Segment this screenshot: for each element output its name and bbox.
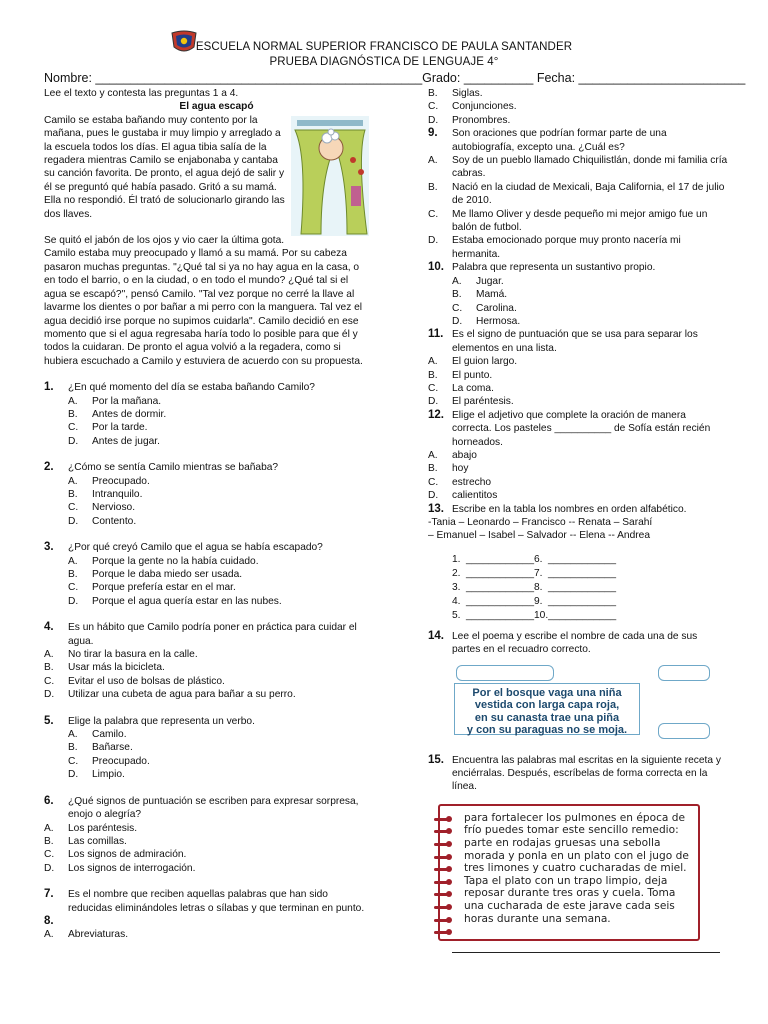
option[interactable] <box>44 768 369 781</box>
option-letter: C. <box>68 755 79 767</box>
option-letter: A. <box>452 275 462 287</box>
option-letter: A. <box>44 929 54 941</box>
option-text: Por la tarde. <box>92 422 148 434</box>
question-5 <box>44 715 369 728</box>
blank-line: ____________ <box>548 567 616 579</box>
option-text: Nervioso. <box>92 502 136 514</box>
option[interactable] <box>44 488 369 501</box>
option-text: Por la mañana. <box>92 395 162 407</box>
option-letter: C. <box>68 422 79 434</box>
option-text: Nació en la ciudad de Mexicali, Baja California, el 17 de julio de 2010. <box>452 181 725 207</box>
question-text: Es el nombre que reciben aquellas palabras que han sido reducidas eliminándoles letras o sílabas y que terminan en punto. <box>68 889 365 914</box>
table-cell[interactable] <box>534 609 616 623</box>
row-number: 10. <box>534 609 549 621</box>
option-letter: A. <box>428 155 438 167</box>
option-text: Me llamo Oliver y desde pequeño mi mejor amigo fue un balón de futbol. <box>452 208 708 234</box>
option-letter: D. <box>428 114 439 126</box>
question-7 <box>44 888 369 915</box>
option-text: Antes de jugar. <box>92 435 160 447</box>
option[interactable] <box>428 315 728 328</box>
question-number: 1. <box>44 381 54 394</box>
row-number: 6. <box>534 553 543 565</box>
option[interactable] <box>428 489 728 502</box>
table-cell[interactable] <box>452 609 534 623</box>
option[interactable] <box>44 688 369 701</box>
table-cell[interactable] <box>534 553 616 567</box>
question-8-options <box>428 87 728 127</box>
option-letter: C. <box>452 302 463 314</box>
option[interactable] <box>428 208 728 235</box>
blank-line: ____________ <box>466 595 534 607</box>
poem-line-2: vestida con larga capa roja, <box>474 699 620 712</box>
option-letter: C. <box>68 502 79 514</box>
option-text: Las comillas. <box>68 835 127 847</box>
option-text: El guion largo. <box>452 356 518 368</box>
instruction: Lee el texto y contesta las preguntas 1 a 4. <box>44 88 239 99</box>
option-letter: B. <box>428 463 438 475</box>
option[interactable] <box>44 408 369 421</box>
option[interactable] <box>428 275 728 288</box>
question-11 <box>428 328 728 355</box>
option[interactable] <box>44 555 369 568</box>
question-text: ¿Cómo se sentía Camilo mientras se bañaba? <box>68 462 279 474</box>
question-number: 7. <box>44 888 54 901</box>
option-letter: B. <box>428 369 438 381</box>
questions-left <box>44 381 369 875</box>
option-text: Evitar el uso de bolsas de plástico. <box>68 675 225 687</box>
option[interactable] <box>44 848 369 861</box>
option-text: Camilo. <box>92 729 127 741</box>
option-text: El punto. <box>452 369 493 381</box>
question-9 <box>428 127 728 154</box>
option-letter: B. <box>44 662 54 674</box>
option-letter: D. <box>68 769 79 781</box>
question-number: 2. <box>44 461 54 474</box>
blank-line: ____________ <box>548 595 616 607</box>
question-text: Palabra que representa un sustantivo propio. <box>452 262 656 274</box>
option-letter: B. <box>68 408 78 420</box>
question-text: ¿Qué signos de puntuación se escriben para expresar sorpresa, enojo o alegría? <box>68 795 359 821</box>
option-letter: D. <box>44 689 55 701</box>
blank-line: ____________ <box>548 581 616 593</box>
question-number: 5. <box>44 714 54 727</box>
option-letter: D. <box>44 862 55 874</box>
question-number: 9. <box>428 127 438 140</box>
blank-line: ____________ <box>548 609 617 621</box>
poem-line-3: en su canasta trae una piña <box>474 711 620 724</box>
option[interactable] <box>428 154 728 181</box>
option[interactable] <box>428 462 728 475</box>
table-row <box>452 595 728 609</box>
option-letter: D. <box>68 595 79 607</box>
option-text: Hermosa. <box>476 315 521 327</box>
question-text: Elige el adjetivo que complete la oración de manera correcta. Los pasteles __________ de Sofía están recién horneados. <box>452 409 711 448</box>
option[interactable] <box>428 87 728 100</box>
question-text: Lee el poema y escribe el nombre de cada una de sus partes en el recuadro correcto. <box>452 630 698 656</box>
question-text: Es un hábito que Camilo podría poner en práctica para cuidar el agua. <box>68 622 357 647</box>
option-letter: D. <box>68 435 79 447</box>
table-row <box>452 553 728 567</box>
option-text: Mamá. <box>476 289 508 301</box>
question-number: 8. <box>44 914 54 927</box>
test-title: PRUEBA DIAGNÓSTICA DE LENGUAJE 4° <box>269 56 499 68</box>
poem-diagram <box>428 663 728 747</box>
poem-line-4: y con su paraguas no se moja. <box>466 724 628 737</box>
row-number: 2. <box>452 567 461 579</box>
questions-right <box>428 127 728 502</box>
blank-line: ____________ <box>466 581 534 593</box>
recipe-notebook <box>438 804 700 941</box>
option-text: Porque prefería estar en el mar. <box>92 582 236 594</box>
table-cell[interactable] <box>534 567 616 581</box>
option[interactable] <box>44 822 369 835</box>
option-text: No tirar la basura en la calle. <box>68 649 198 661</box>
option-text: Usar más la bicicleta. <box>68 662 165 674</box>
option-text: Porque el agua quería estar en las nubes. <box>92 595 282 607</box>
option-text: abajo <box>452 449 477 461</box>
question-number: 15. <box>428 753 444 766</box>
option[interactable] <box>44 595 369 608</box>
question-text: Es el signo de puntuación que se usa para separar los elementos en una lista. <box>452 329 698 354</box>
option-letter: C. <box>428 476 439 488</box>
question-number: 13. <box>428 502 444 515</box>
option-letter: C. <box>44 849 55 861</box>
option-letter: C. <box>68 582 79 594</box>
option-letter: B. <box>452 289 462 301</box>
option-text: Porque la gente no la había cuidado. <box>92 555 259 567</box>
option[interactable] <box>44 661 369 674</box>
table-cell[interactable] <box>534 581 616 595</box>
option-text: Estaba emocionado porque muy pronto nacería mi hermanita. <box>452 235 681 260</box>
option-letter: D. <box>428 235 439 247</box>
alphabetical-table <box>452 553 728 623</box>
option[interactable] <box>44 421 369 434</box>
question-number: 10. <box>428 261 444 274</box>
option[interactable] <box>44 755 369 768</box>
row-number: 4. <box>452 595 461 607</box>
option[interactable] <box>44 435 369 448</box>
table-cell[interactable] <box>452 595 534 609</box>
question-text: Elige la palabra que representa un verbo. <box>68 715 255 727</box>
option-letter: B. <box>68 742 78 754</box>
option-text: Carolina. <box>476 302 517 314</box>
option-letter: A. <box>428 449 438 461</box>
blank-line: ____________ <box>548 553 616 565</box>
option[interactable] <box>44 581 369 594</box>
option-letter: D. <box>428 490 439 502</box>
option-letter: A. <box>428 356 438 368</box>
option-letter: C. <box>44 675 55 687</box>
blank-line: ____________ <box>466 553 534 565</box>
notebook-spiral-icon <box>434 814 456 940</box>
option-text: hoy <box>452 463 469 475</box>
names-line-2: – Emanuel – Isabel – Salvador -- Elena -- Andrea <box>428 530 650 542</box>
option-letter: B. <box>68 569 78 580</box>
option[interactable] <box>428 181 728 208</box>
option-text: La coma. <box>452 382 494 394</box>
row-number: 5. <box>452 609 461 621</box>
story-paragraph-2: Se quitó el jabón de los ojos y vio caer la última gota. Camilo estaba muy preocupado y llamó a su mamá. Por su cabeza pasaron muchas preguntas. "¿Qué tal si ya no hay agua en la casa, o en todo el barrio, o en la ciudad, o en todo el mundo? ¿Qué tal si el agua se escapó?", pensó Camilo. "Tal vez porque no cerré la llave al lavarme los dientes o por bañar a mi perro con la manguera. Tal vez el agua decidió irse porque no supimos cuidarla". Camilo decidió en ese momento que si el agua regresaba haría todo lo posible para que él y todos la cuidaran. De pronto el agua volvió a la regadera, como si hubiera escuchado a Camilo y estuviera de acuerdo con su propuesta. <box>44 235 363 367</box>
answer-box-left[interactable] <box>456 665 554 681</box>
option-letter: C. <box>428 382 439 394</box>
option-text: Preocupado. <box>92 475 150 487</box>
story-paragraph-1: Camilo se estaba bañando muy contento por la mañana, pues le gustaba ir muy limpio y arreglado a la escuela todos los días. El agua tibia salía de la regadera mientras Camilo se enjabonaba y cantaba su canción favorita. De pronto, el agua dejó de salir y él se preguntó qué había pasado. Gritó a su mamá. Ella no respondió. Él trató de solucionarlo girando las dos llaves. <box>44 114 285 220</box>
question-number: 14. <box>428 629 444 642</box>
row-number: 3. <box>452 581 461 593</box>
option-text: Preocupado. <box>92 755 150 767</box>
option-letter: B. <box>428 88 438 99</box>
option-text: calientitos <box>452 490 498 502</box>
option-letter: B. <box>44 835 54 847</box>
option-text: El paréntesis. <box>452 396 514 408</box>
option-text: Los signos de admiración. <box>68 849 187 861</box>
row-number: 7. <box>534 567 543 579</box>
table-row <box>452 581 728 595</box>
option[interactable] <box>44 835 369 848</box>
question-number: 4. <box>44 621 54 634</box>
option-text: Contento. <box>92 515 137 527</box>
option[interactable] <box>428 395 728 408</box>
option-letter: D. <box>452 315 463 327</box>
option[interactable] <box>428 449 728 462</box>
answer-box-right-top[interactable] <box>658 665 710 681</box>
option[interactable] <box>428 114 728 127</box>
option-text: Jugar. <box>476 275 504 287</box>
table-row <box>452 567 728 581</box>
right-column <box>428 87 728 953</box>
question-number: 3. <box>44 541 54 554</box>
recipe-text[interactable]: para fortalecer los pulmones en época de frío puedes tomar este sencillo remedio: parte en rodajas gruesas una sebolla morada y ponla en un plato con el jugo de tres limones y cuatro cucharadas de miel. Tapa el plato con un trapo limpio, deja reposar durante tres oras y cuela. Toma una cucharada de este jarave cada seis horas durante una semana. <box>464 811 689 925</box>
option[interactable] <box>44 568 369 581</box>
question-8 <box>44 915 369 928</box>
poem-line-1: Por el bosque vaga una niña <box>472 686 622 699</box>
option-text: Pronombres. <box>452 114 511 126</box>
option-letter: A. <box>68 555 78 567</box>
option-text: estrecho <box>452 476 492 488</box>
option[interactable] <box>44 728 369 741</box>
option[interactable] <box>44 741 369 754</box>
option-text: Limpio. <box>92 769 125 781</box>
option[interactable] <box>428 234 728 261</box>
school-name: ESCUELA NORMAL SUPERIOR FRANCISCO DE PAULA SANTANDER <box>195 41 573 53</box>
row-number: 1. <box>452 553 461 565</box>
question-1 <box>44 381 369 394</box>
option-letter: A. <box>44 649 54 661</box>
option-text: Utilizar una cubeta de agua para bañar a su perro. <box>68 689 296 701</box>
option-text: Los paréntesis. <box>68 822 138 834</box>
question-3 <box>44 541 369 554</box>
option-text: Porque le daba miedo ser usada. <box>92 569 243 580</box>
question-13 <box>428 503 728 516</box>
option-text: Los signos de interrogación. <box>68 862 196 874</box>
question-text: ¿En qué momento del día se estaba bañando Camilo? <box>68 382 315 394</box>
student-fields-line[interactable]: Nombre: _______________________________________________Grado: __________ Fecha: ________________________ <box>44 71 746 85</box>
question-text: ¿Por qué creyó Camilo que el agua se había escapado? <box>68 542 323 554</box>
option-letter: C. <box>428 101 439 113</box>
row-number: 8. <box>534 581 543 593</box>
option-text: Bañarse. <box>92 742 133 754</box>
question-2 <box>44 461 369 474</box>
option-text: Abreviaturas. <box>68 929 129 941</box>
option-letter: A. <box>44 822 54 834</box>
option[interactable] <box>44 475 369 488</box>
question-6 <box>44 795 369 822</box>
option[interactable] <box>44 515 369 528</box>
option[interactable] <box>428 100 728 113</box>
option[interactable] <box>44 501 369 514</box>
option-text: Intranquilo. <box>92 488 143 500</box>
option-letter: B. <box>428 181 438 193</box>
option[interactable] <box>44 862 369 875</box>
poem-box <box>454 683 640 735</box>
option-letter: C. <box>428 208 439 220</box>
option-letter: A. <box>68 395 78 407</box>
row-number: 9. <box>534 595 543 607</box>
blank-line: ____________ <box>466 609 534 621</box>
question-14 <box>428 630 728 657</box>
option[interactable] <box>44 675 369 688</box>
question-text: Escribe en la tabla los nombres en orden alfabético. <box>452 503 687 515</box>
story-title: El agua escapó <box>179 101 254 113</box>
table-cell[interactable] <box>452 553 534 567</box>
option[interactable] <box>428 288 728 301</box>
option[interactable] <box>44 928 369 941</box>
question-4 <box>44 621 369 648</box>
question-10 <box>428 261 728 274</box>
option[interactable] <box>428 302 728 315</box>
question-number: 11. <box>428 328 444 341</box>
question-15 <box>428 754 728 794</box>
question-number: 6. <box>44 794 54 807</box>
option-text: Antes de dormir. <box>92 408 167 420</box>
option[interactable] <box>428 355 728 368</box>
option-letter: A. <box>68 729 78 741</box>
question-text: Encuentra las palabras mal escritas en la siguiente receta y enciérralas. Después, escríbelas de forma correcta en la línea. <box>452 754 721 793</box>
table-cell[interactable] <box>452 581 534 595</box>
option[interactable] <box>44 395 369 408</box>
question-text: Son oraciones que podrían formar parte de una autobiografía, excepto una. ¿Cuál es? <box>452 128 667 153</box>
question-12 <box>428 409 728 449</box>
option-letter: D. <box>68 515 79 527</box>
answer-box-right-bottom[interactable] <box>658 723 710 739</box>
table-row <box>452 609 728 623</box>
answer-line[interactable] <box>452 951 720 953</box>
boy-in-shower-illustration <box>291 116 369 236</box>
option-letter: D. <box>428 396 439 408</box>
option[interactable] <box>428 369 728 382</box>
blank-line: ____________ <box>466 567 534 579</box>
option-text: Soy de un pueblo llamado Chiquilistlán, donde mi familia cría cabras. <box>452 155 728 180</box>
option[interactable] <box>428 382 728 395</box>
option-letter: A. <box>68 475 78 487</box>
option[interactable] <box>428 476 728 489</box>
option-text: Siglas. <box>452 88 483 99</box>
option-text: Conjunciones. <box>452 101 517 113</box>
question-number: 12. <box>428 408 444 421</box>
left-column <box>44 87 369 942</box>
table-cell[interactable] <box>452 567 534 581</box>
names-line-1: -Tania – Leonardo – Francisco -- Renata – Sarahí <box>428 517 653 528</box>
table-cell[interactable] <box>534 595 616 609</box>
option[interactable] <box>44 648 369 661</box>
option-letter: B. <box>68 488 78 500</box>
